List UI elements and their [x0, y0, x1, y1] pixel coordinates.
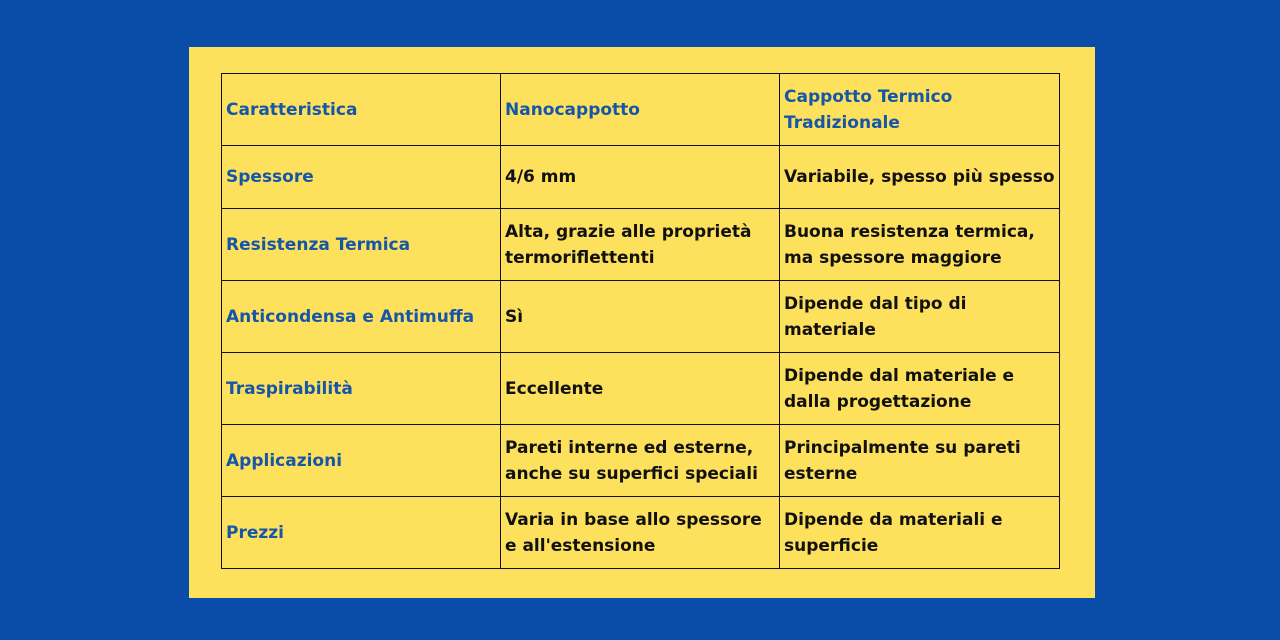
row-label: Anticondensa e Antimuffa	[222, 281, 501, 353]
nanocappotto-cell: Sì	[501, 281, 780, 353]
traditional-cell: Buona resistenza termica, ma spessore maggiore	[780, 209, 1060, 281]
traditional-cell: Dipende dal materiale e dalla progettazione	[780, 353, 1060, 425]
table-row	[222, 497, 1060, 569]
row-label: Resistenza Termica	[222, 209, 501, 281]
nanocappotto-cell: Pareti interne ed esterne, anche su superfici speciali	[501, 425, 780, 497]
table-row	[222, 425, 1060, 497]
header-cell-traditional: Cappotto Termico Tradizionale	[780, 74, 1060, 146]
row-label: Prezzi	[222, 497, 501, 569]
table-row	[222, 281, 1060, 353]
header-cell-feature: Caratteristica	[222, 74, 501, 146]
nanocappotto-cell: Eccellente	[501, 353, 780, 425]
traditional-cell: Principalmente su pareti esterne	[780, 425, 1060, 497]
comparison-panel	[189, 47, 1095, 598]
table-row	[222, 209, 1060, 281]
table-header-row	[222, 74, 1060, 146]
traditional-cell: Dipende dal tipo di materiale	[780, 281, 1060, 353]
traditional-cell: Dipende da materiali e superficie	[780, 497, 1060, 569]
nanocappotto-cell: Alta, grazie alle proprietà termoriflettenti	[501, 209, 780, 281]
table-row	[222, 146, 1060, 209]
header-cell-nanocappotto: Nanocappotto	[501, 74, 780, 146]
row-label: Applicazioni	[222, 425, 501, 497]
nanocappotto-cell: 4/6 mm	[501, 146, 780, 209]
traditional-cell: Variabile, spesso più spesso	[780, 146, 1060, 209]
nanocappotto-cell: Varia in base allo spessore e all'estensione	[501, 497, 780, 569]
comparison-table	[221, 73, 1060, 569]
row-label: Spessore	[222, 146, 501, 209]
row-label: Traspirabilità	[222, 353, 501, 425]
table-row	[222, 353, 1060, 425]
